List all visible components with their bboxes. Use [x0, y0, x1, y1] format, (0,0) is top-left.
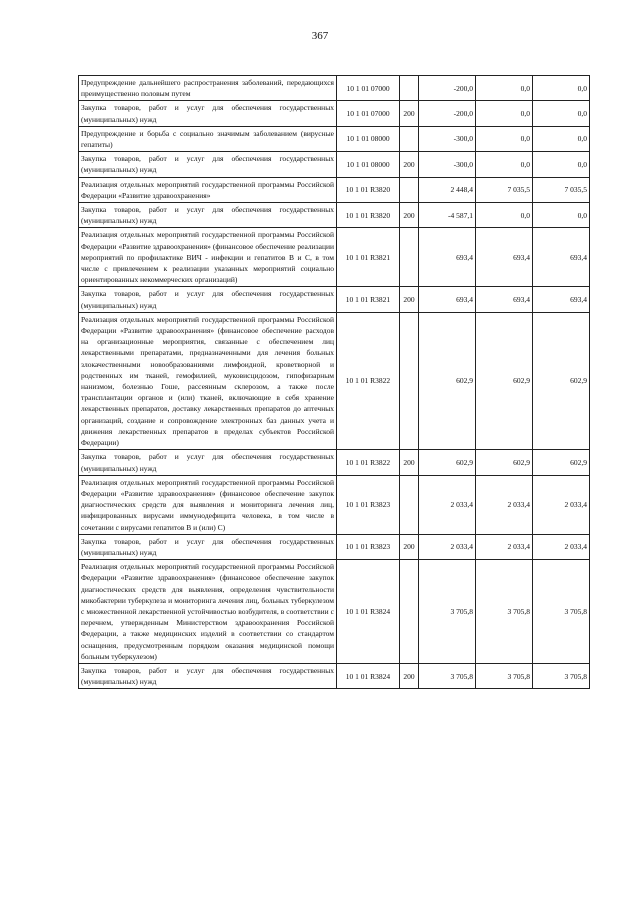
- table-row: [79, 475, 590, 534]
- budget-table: [78, 75, 590, 689]
- row-value-3-cell: 2 033,4: [533, 475, 590, 534]
- row-expense-type-cell: [400, 560, 419, 664]
- table-row: [79, 203, 590, 228]
- row-value-1-cell: 2 033,4: [419, 475, 476, 534]
- row-value-1-cell: 693,4: [419, 287, 476, 312]
- budget-table-body: [79, 76, 590, 689]
- table-row: [79, 450, 590, 475]
- row-value-2-cell: 2 033,4: [476, 534, 533, 559]
- row-value-2-cell: 3 705,8: [476, 560, 533, 664]
- row-value-2-cell: 602,9: [476, 312, 533, 449]
- row-name-cell: Закупка товаров, работ и услуг для обеспечения государственных (муниципальных) нужд: [79, 203, 337, 228]
- row-value-2-cell: 7 035,5: [476, 177, 533, 202]
- row-expense-type-cell: [400, 76, 419, 101]
- row-name-cell: Закупка товаров, работ и услуг для обеспечения государственных (муниципальных) нужд: [79, 450, 337, 475]
- row-expense-type-cell: [400, 475, 419, 534]
- row-expense-type-cell: 200: [400, 534, 419, 559]
- row-value-3-cell: 602,9: [533, 450, 590, 475]
- row-value-1-cell: 602,9: [419, 450, 476, 475]
- row-code-cell: 10 1 01 R3820: [337, 177, 400, 202]
- row-value-3-cell: 3 705,8: [533, 560, 590, 664]
- row-value-1-cell: 2 448,4: [419, 177, 476, 202]
- row-value-2-cell: 693,4: [476, 287, 533, 312]
- page-number: 367: [311, 30, 329, 42]
- row-value-2-cell: 0,0: [476, 126, 533, 151]
- row-value-3-cell: 0,0: [533, 101, 590, 126]
- row-value-1-cell: 602,9: [419, 312, 476, 449]
- row-name-cell: Реализация отдельных мероприятий государственной программы Российской Федерации «Развитие здравоохранения» (финансовое обеспечение закупок диагностических средств для выявления и мониторинга лечения лиц, инфицированных вирусами иммунодефицита человека, в том числе в сочетании с вирусами гепатитов В и (или) С): [79, 475, 337, 534]
- row-value-1-cell: -300,0: [419, 152, 476, 177]
- table-row: [79, 126, 590, 151]
- row-value-3-cell: 693,4: [533, 287, 590, 312]
- row-code-cell: 10 1 01 08000: [337, 126, 400, 151]
- row-code-cell: 10 1 01 R3824: [337, 560, 400, 664]
- row-value-2-cell: 0,0: [476, 152, 533, 177]
- row-value-1-cell: 3 705,8: [419, 663, 476, 688]
- table-row: [79, 663, 590, 688]
- row-value-2-cell: 693,4: [476, 228, 533, 287]
- row-name-cell: Реализация отдельных мероприятий государственной программы Российской Федерации «Развитие здравоохранения» (финансовое обеспечение закупок диагностических средств для выявления, определения чувствительности микобактерии туберкулеза и мониторинга лечения лиц, больных туберкулезом с множественной лекарственной устойчивостью возбудителя, в соответствии с перечнем, утвержденным Министерством здравоохранения Российской Федерации, а также медицинских изделий в соответствии со стандартом оснащения, предусмотренным порядком оказания медицинской помощи больным туберкулезом): [79, 560, 337, 664]
- row-value-3-cell: 602,9: [533, 312, 590, 449]
- table-row: [79, 152, 590, 177]
- row-expense-type-cell: 200: [400, 152, 419, 177]
- row-name-cell: Закупка товаров, работ и услуг для обеспечения государственных (муниципальных) нужд: [79, 101, 337, 126]
- row-value-3-cell: 3 705,8: [533, 663, 590, 688]
- row-value-2-cell: 0,0: [476, 76, 533, 101]
- row-value-2-cell: 0,0: [476, 203, 533, 228]
- row-code-cell: 10 1 01 R3822: [337, 450, 400, 475]
- row-expense-type-cell: 200: [400, 663, 419, 688]
- row-name-cell: Реализация отдельных мероприятий государственной программы Российской Федерации «Развитие здравоохранения» (финансовое обеспечение расходов на организационные мероприятия, связанные с обеспечением лиц лекарственными препаратами, предназначенными для лечения больных злокачественными новообразованиями лимфоидной, кроветворной и родственных им тканей, гемофилией, муковисцидозом, гипофизарным нанизмом, болезнью Гоше, рассеянным склерозом, а также после трансплантации органов и (или) тканей, включающие в себя хранение лекарственных препаратов, доставку лекарственных препаратов до аптечных организаций, создание и сопровождение электронных баз данных учета и движения лекарственных препаратов в пределах субъектов Российской Федерации): [79, 312, 337, 449]
- table-row: [79, 287, 590, 312]
- row-name-cell: Реализация отдельных мероприятий государственной программы Российской Федерации «Развитие здравоохранения»: [79, 177, 337, 202]
- row-name-cell: Закупка товаров, работ и услуг для обеспечения государственных (муниципальных) нужд: [79, 152, 337, 177]
- row-value-2-cell: 602,9: [476, 450, 533, 475]
- table-row: [79, 228, 590, 287]
- row-code-cell: 10 1 01 R3821: [337, 287, 400, 312]
- row-value-2-cell: 0,0: [476, 101, 533, 126]
- table-row: [79, 76, 590, 101]
- row-value-3-cell: 0,0: [533, 203, 590, 228]
- row-code-cell: 10 1 01 07000: [337, 101, 400, 126]
- row-value-1-cell: 2 033,4: [419, 534, 476, 559]
- table-row: [79, 560, 590, 664]
- row-code-cell: 10 1 01 07000: [337, 76, 400, 101]
- row-value-3-cell: 0,0: [533, 76, 590, 101]
- row-code-cell: 10 1 01 R3821: [337, 228, 400, 287]
- row-expense-type-cell: 200: [400, 101, 419, 126]
- row-name-cell: Закупка товаров, работ и услуг для обеспечения государственных (муниципальных) нужд: [79, 534, 337, 559]
- row-code-cell: 10 1 01 08000: [337, 152, 400, 177]
- row-name-cell: Реализация отдельных мероприятий государственной программы Российской Федерации «Развитие здравоохранения» (финансовое обеспечение реализации мероприятий по профилактике ВИЧ - инфекции и гепатитов В и С, в том числе с привлечением к реализации указанных мероприятий социально ориентированных некоммерческих организаций): [79, 228, 337, 287]
- row-expense-type-cell: 200: [400, 450, 419, 475]
- row-value-3-cell: 2 033,4: [533, 534, 590, 559]
- table-row: [79, 534, 590, 559]
- row-value-1-cell: -200,0: [419, 76, 476, 101]
- row-value-3-cell: 7 035,5: [533, 177, 590, 202]
- row-value-3-cell: 0,0: [533, 152, 590, 177]
- table-row: [79, 177, 590, 202]
- row-code-cell: 10 1 01 R3824: [337, 663, 400, 688]
- row-expense-type-cell: 200: [400, 203, 419, 228]
- row-expense-type-cell: [400, 177, 419, 202]
- row-value-3-cell: 0,0: [533, 126, 590, 151]
- row-expense-type-cell: [400, 126, 419, 151]
- table-row: [79, 101, 590, 126]
- row-value-2-cell: 3 705,8: [476, 663, 533, 688]
- row-name-cell: Закупка товаров, работ и услуг для обеспечения государственных (муниципальных) нужд: [79, 287, 337, 312]
- row-expense-type-cell: [400, 312, 419, 449]
- row-value-1-cell: 693,4: [419, 228, 476, 287]
- row-expense-type-cell: [400, 228, 419, 287]
- row-name-cell: Предупреждение дальнейшего распространения заболеваний, передающихся преимущественно половым путем: [79, 76, 337, 101]
- row-code-cell: 10 1 01 R3823: [337, 534, 400, 559]
- row-value-1-cell: -200,0: [419, 101, 476, 126]
- table-row: [79, 312, 590, 449]
- row-name-cell: Закупка товаров, работ и услуг для обеспечения государственных (муниципальных) нужд: [79, 663, 337, 688]
- row-expense-type-cell: 200: [400, 287, 419, 312]
- row-value-3-cell: 693,4: [533, 228, 590, 287]
- row-value-1-cell: 3 705,8: [419, 560, 476, 664]
- row-name-cell: Предупреждение и борьба с социально значимым заболеванием (вирусные гепатиты): [79, 126, 337, 151]
- row-code-cell: 10 1 01 R3823: [337, 475, 400, 534]
- row-code-cell: 10 1 01 R3822: [337, 312, 400, 449]
- row-value-1-cell: -4 587,1: [419, 203, 476, 228]
- row-value-1-cell: -300,0: [419, 126, 476, 151]
- row-code-cell: 10 1 01 R3820: [337, 203, 400, 228]
- row-value-2-cell: 2 033,4: [476, 475, 533, 534]
